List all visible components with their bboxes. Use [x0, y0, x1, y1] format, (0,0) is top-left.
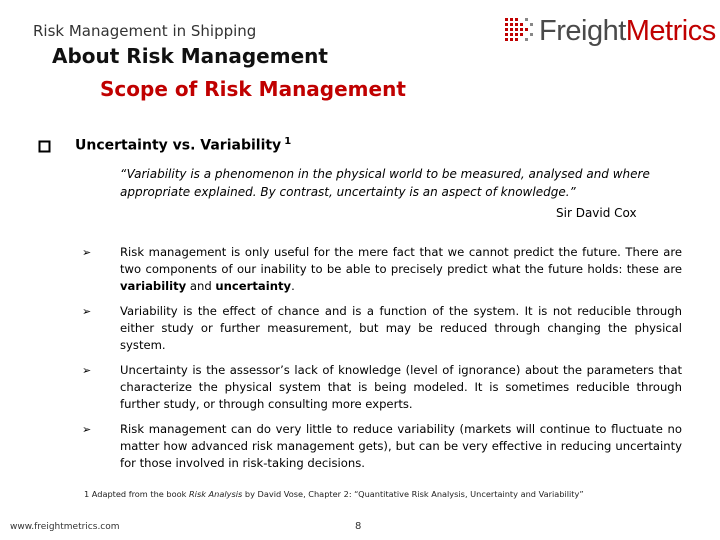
page-number: 8 [355, 521, 362, 532]
checkbox-square-icon [38, 140, 51, 153]
quote-author: Sir David Cox [556, 206, 637, 220]
logo-text-freight: Freight [539, 14, 626, 47]
bullet-text: Risk management can do very little to reduce variability (markets will continue to fluctuate no matter how advanced risk management gets), but can be very effective in reducing uncertainty for those involved in risk-taking decisions. [120, 422, 682, 470]
bullet-text-mid: and [186, 279, 216, 293]
bullet-list [82, 244, 682, 480]
logo-wordmark [539, 15, 716, 48]
arrow-bullet-icon: ➢ [82, 246, 92, 259]
list-item [82, 303, 682, 354]
quote-text: “Variability is a phenomenon in the physical world to be measured, analysed and where appropriate explained. By contrast, uncertainty is an aspect of knowledge.” [120, 167, 650, 199]
section-heading [75, 136, 291, 154]
list-item [82, 421, 682, 472]
page-subtitle: Scope of Risk Management [100, 77, 406, 101]
bullet-text: Variability is the effect of chance and is a function of the system. It is not reducible through either study or further measurement, but may be reduced through changing the physical system. [120, 304, 682, 352]
footnote-pre: 1 Adapted from the book [84, 489, 189, 499]
list-item [82, 244, 682, 295]
arrow-bullet-icon: ➢ [82, 423, 92, 436]
footnote-ref: 1 [284, 136, 292, 147]
footnote [84, 489, 584, 499]
logo-text-metrics: Metrics [625, 14, 716, 47]
footer-url-link[interactable]: www.freightmetrics.com [10, 522, 120, 532]
bold-variability: variability [120, 279, 187, 293]
logo-grid-icon [505, 16, 535, 46]
page-title: About Risk Management [52, 44, 328, 68]
list-item [82, 362, 682, 413]
freightmetrics-logo [505, 14, 716, 48]
arrow-bullet-icon: ➢ [82, 364, 92, 377]
footnote-book: Risk Analysis [188, 489, 243, 499]
arrow-bullet-icon: ➢ [82, 305, 92, 318]
footnote-post: by David Vose, Chapter 2: “Quantitative Risk Analysis, Uncertainty and Variability” [242, 489, 584, 499]
bullet-text-post: . [291, 279, 295, 293]
bullet-text [120, 244, 682, 295]
bullet-text: Uncertainty is the assessor’s lack of knowledge (level of ignorance) about the parameters that characterize the physical system that is being modeled. It is sometimes reducible through further study, or through consulting more experts. [120, 363, 682, 411]
section-heading-text: Uncertainty vs. Variability [75, 137, 282, 154]
bullet-text-pre: Risk management is only useful for the mere fact that we cannot predict the future. There are two components of our inability to be able to precisely predict what the future holds: these are [120, 245, 682, 276]
header-kicker: Risk Management in Shipping [33, 22, 257, 40]
bold-uncertainty: uncertainty [215, 279, 292, 293]
